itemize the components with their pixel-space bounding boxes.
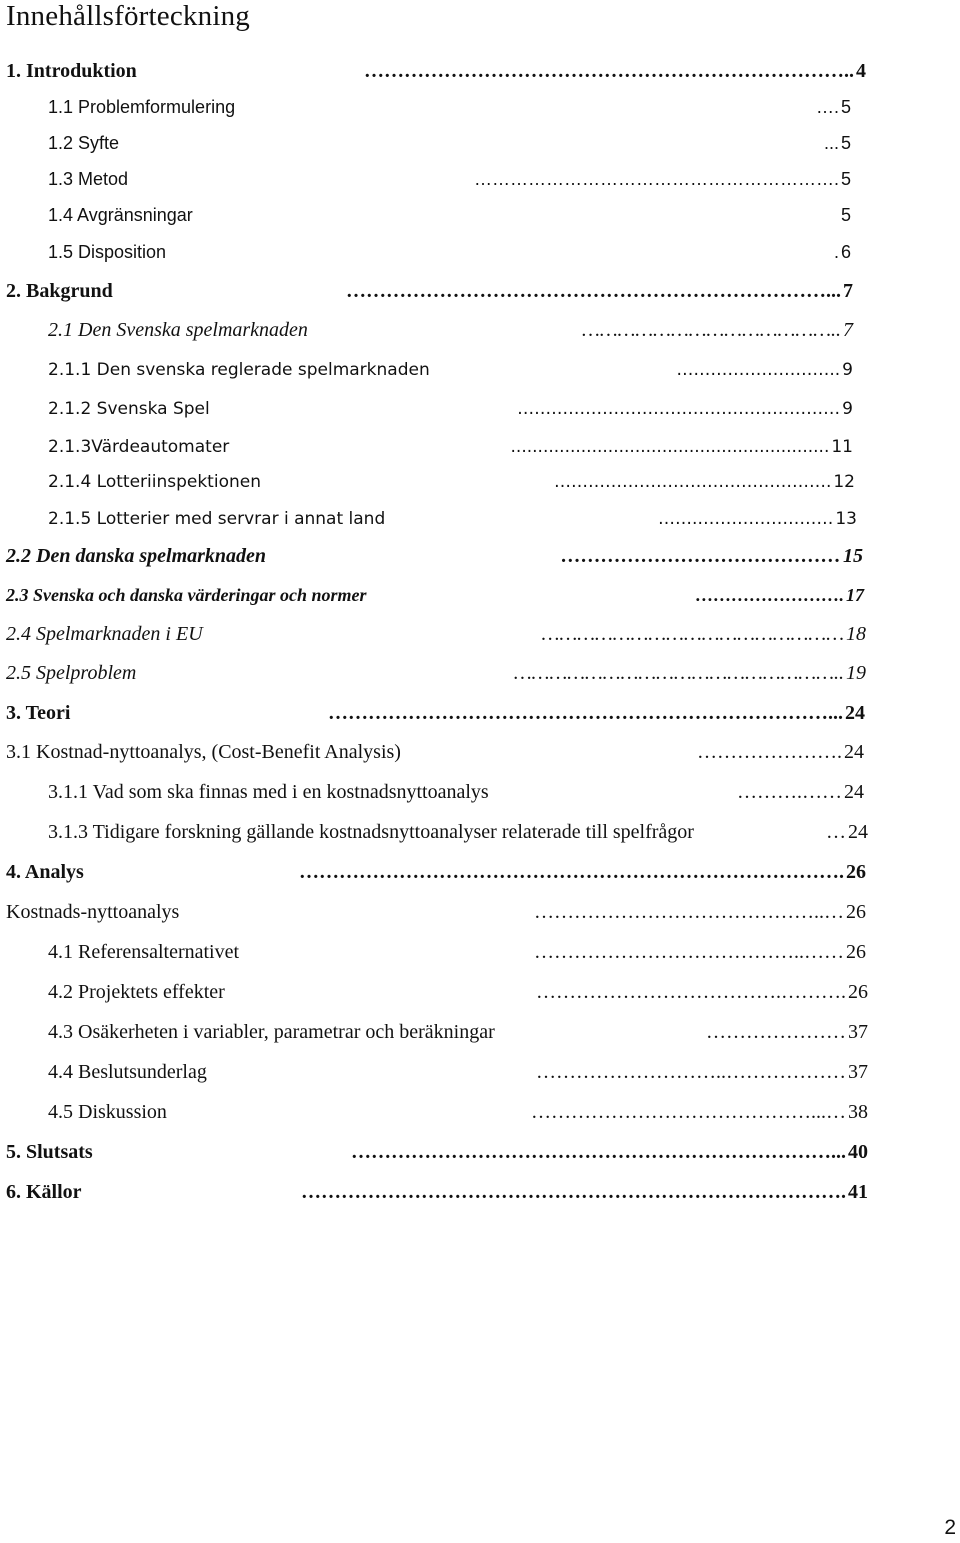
toc-entry-page: 26: [846, 941, 866, 963]
toc-entry-leader: ……………………………………..…: [534, 901, 844, 923]
toc-entry-page: 24: [844, 741, 864, 763]
toc-entry[interactable]: [48, 937, 866, 967]
toc-entry[interactable]: [6, 698, 865, 728]
toc-entry[interactable]: [48, 315, 853, 345]
toc-entry-leader: ………………………………………….: [553, 472, 832, 492]
toc-entry-leader: ……….……: [737, 781, 842, 803]
toc-entry-title: 1.4 Avgränsningar: [48, 205, 193, 225]
toc-entry-title: 3.1.1 Vad som ska finnas med i en kostnadsnyttoanalys: [48, 781, 489, 803]
toc-entry-page: 9: [842, 399, 853, 419]
toc-entry-page: 15: [843, 545, 863, 567]
toc-entry-page: 26: [846, 901, 866, 923]
toc-entry-page: 24: [845, 702, 865, 724]
toc-entry-title: 4.4 Beslutsunderlag: [48, 1061, 207, 1083]
toc-entry-leader: ………………….: [697, 741, 842, 763]
toc-entry-page: 19: [846, 662, 866, 684]
toc-entry-page: 13: [835, 509, 857, 529]
toc-entry-title: 2.1 Den Svenska spelmarknaden: [48, 319, 308, 341]
toc-entry-leader: …………………………………………………………………...: [328, 702, 843, 724]
toc-entry-title: 2.1.5 Lotterier med servrar i annat land: [48, 509, 386, 529]
toc-entry-title: 2. Bakgrund: [6, 280, 113, 302]
toc-entry-title: 3.1.3 Tidigare forskning gällande kostnadsnyttoanalyser relaterade till spelfrågor: [48, 821, 694, 843]
toc-entry-page: 4: [856, 60, 866, 82]
toc-entry[interactable]: [48, 467, 855, 497]
toc-entry-title: 4.2 Projektets effekter: [48, 981, 225, 1003]
toc-entry-page: 41: [848, 1181, 868, 1203]
toc-entry-page: 5: [840, 133, 851, 153]
toc-entry-leader: ………………………………………………………………..: [364, 60, 854, 82]
toc-entry[interactable]: [6, 737, 864, 767]
toc-entry[interactable]: [48, 128, 851, 158]
toc-entry[interactable]: [6, 857, 866, 887]
toc-entry-leader: ……………………………………: [561, 545, 841, 567]
toc-entry[interactable]: [6, 580, 864, 610]
toc-entry-leader: ……………………………………..: [582, 319, 841, 341]
toc-entry-leader: ……………………………….……….: [536, 981, 846, 1003]
toc-entry-leader: ……………………………………………………………………….: [299, 861, 844, 883]
page-number: 2: [944, 1516, 956, 1539]
toc-entry[interactable]: [48, 164, 851, 194]
toc-entry[interactable]: [48, 355, 853, 385]
toc-entry-page: 37: [848, 1021, 868, 1043]
toc-entry[interactable]: [48, 394, 853, 424]
toc-entry-leader: [197, 200, 839, 230]
toc-entry-title: 1. Introduktion: [6, 60, 137, 82]
toc-entry-page: 7: [843, 319, 853, 341]
toc-entry-title: 1.5 Disposition: [48, 242, 167, 262]
toc-entry-leader: ...: [558, 133, 839, 153]
toc-entry-page: 12: [833, 472, 855, 492]
toc-entry-page: 24: [844, 781, 864, 803]
toc-entry[interactable]: [48, 817, 868, 847]
toc-entry-leader: ……………………………………………: [541, 623, 844, 645]
toc-entry-page: 5: [840, 169, 851, 189]
toc-entry-title: 3.1 Kostnad-nyttoanalys, (Cost-Benefit Analysis): [6, 741, 401, 763]
toc-entry[interactable]: [6, 1137, 868, 1167]
toc-entry[interactable]: [6, 276, 853, 306]
toc-entry[interactable]: [6, 1177, 868, 1207]
toc-entry[interactable]: [6, 658, 866, 688]
toc-entry-leader: …………………….: [695, 585, 844, 605]
toc-entry-page: 26: [848, 981, 868, 1003]
toc-entry[interactable]: [6, 56, 866, 86]
toc-entry-page: 6: [840, 242, 851, 262]
toc-entry[interactable]: [48, 977, 868, 1007]
toc-entry-title: 2.1.1 Den svenska reglerade spelmarknaden: [48, 360, 430, 380]
toc-entry-title: 2.3 Svenska och danska värderingar och normer: [6, 585, 367, 605]
toc-entry-leader: ………………………………………………..: [513, 662, 844, 684]
toc-entry-title: 2.5 Spelproblem: [6, 662, 137, 684]
toc-entry-title: 4.5 Diskussion: [48, 1101, 167, 1123]
toc-entry-page: 17: [846, 585, 864, 605]
toc-entry-page: 9: [842, 360, 853, 380]
toc-entry-title: 1.3 Metod: [48, 169, 129, 189]
toc-entry-page: 38: [848, 1101, 868, 1123]
toc-entry-title: 3. Teori: [6, 702, 71, 724]
toc-entry-leader: …………………………………………………….: [473, 169, 839, 189]
toc-entry[interactable]: [48, 237, 851, 267]
toc-entry-leader: .: [588, 242, 839, 262]
toc-entry-title: 1.1 Problemformulering: [48, 97, 236, 117]
toc-entry-leader: ……………………………………...…: [531, 1101, 846, 1123]
toc-entry-title: 2.1.3Värdeautomater: [48, 437, 230, 457]
toc-entry[interactable]: [48, 432, 853, 462]
toc-entry[interactable]: [6, 541, 863, 571]
toc-entry-title: 4.1 Referensalternativet: [48, 941, 240, 963]
toc-entry-title: 2.1.4 Lotteriinspektionen: [48, 472, 261, 492]
toc-entry[interactable]: [48, 1017, 868, 1047]
toc-entry[interactable]: [48, 1097, 868, 1127]
toc-entry-page: 37: [848, 1061, 868, 1083]
toc-entry[interactable]: [48, 1057, 868, 1087]
page-title: Innehållsförteckning: [6, 0, 250, 32]
toc-entry[interactable]: [48, 777, 864, 807]
toc-entry-page: 26: [846, 861, 866, 883]
toc-entry-title: Kostnads-nyttoanalys: [6, 901, 180, 923]
toc-entry-leader: ….: [645, 97, 839, 117]
toc-entry-page: 24: [848, 821, 868, 843]
toc-entry-leader: ……………………………………………………………………….: [301, 1181, 846, 1203]
toc-entry-leader: ………………………………………………………………...: [351, 1141, 846, 1163]
toc-entry-title: 2.1.2 Svenska Spel: [48, 399, 210, 419]
toc-entry-page: 5: [840, 97, 851, 117]
toc-entry-title: 2.4 Spelmarknaden i EU: [6, 623, 203, 645]
toc-entry-leader: …………………………………………………: [517, 399, 841, 419]
toc-entry-title: 5. Slutsats: [6, 1141, 93, 1163]
toc-entry-title: 2.2 Den danska spelmarknaden: [6, 545, 267, 567]
toc-entry-leader: …….……………………: [657, 509, 834, 529]
toc-entry-page: 5: [840, 205, 851, 225]
toc-entry-title: 1.2 Syfte: [48, 133, 120, 153]
toc-entry[interactable]: [6, 619, 866, 649]
toc-entry-leader: …: [826, 821, 846, 843]
toc-entry-page: 18: [846, 623, 866, 645]
toc-entry[interactable]: [6, 897, 866, 927]
toc-entry-title: 4. Analys: [6, 861, 84, 883]
toc-entry-leader: ………………………………………………………………...: [346, 280, 841, 302]
toc-entry-leader: ………………………..: [676, 360, 841, 380]
toc-entry[interactable]: [48, 504, 857, 534]
toc-entry-leader: ...........................................................: [510, 437, 830, 457]
toc-entry-leader: ………………………..………………: [536, 1061, 846, 1083]
toc-entry-title: 6. Källor: [6, 1181, 82, 1203]
toc-entry[interactable]: [48, 92, 851, 122]
toc-entry-leader: …………………: [706, 1021, 846, 1043]
toc-entry-page: 40: [848, 1141, 868, 1163]
toc-entry[interactable]: [48, 200, 851, 230]
toc-entry-leader: …………………………………..……: [534, 941, 844, 963]
toc-entry-page: 11: [831, 437, 853, 457]
toc-entry-title: 4.3 Osäkerheten i variabler, parametrar och beräkningar: [48, 1021, 495, 1043]
toc-entry-page: 7: [843, 280, 853, 302]
